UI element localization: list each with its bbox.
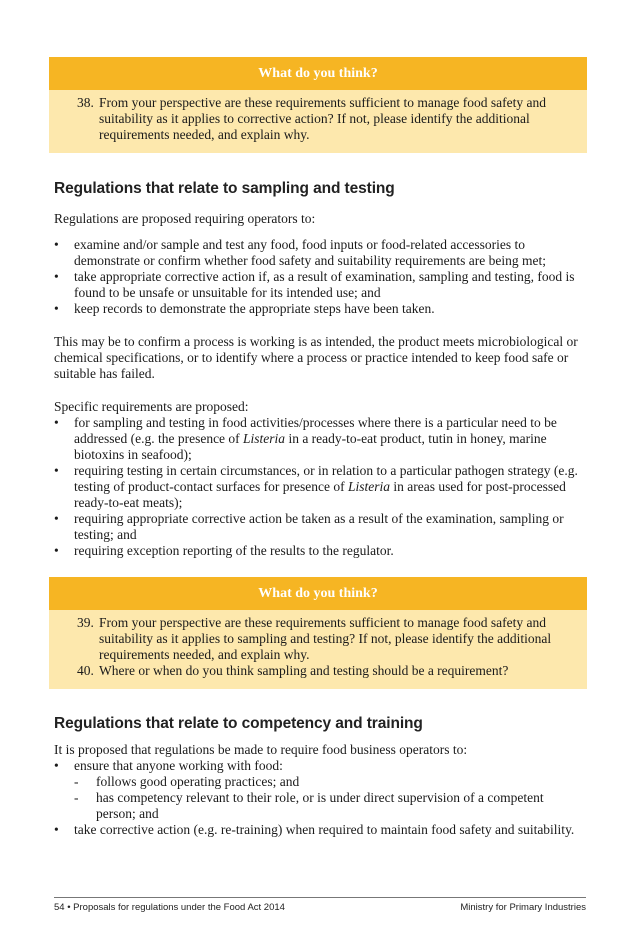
box-title: What do you think? [49,57,587,90]
intro-text: It is proposed that regulations be made to require food business operators to: [54,742,468,757]
question-text: From your perspective are these requirements sufficient to manage food safety and suitability as it applies to corrective action? If not, please identify the additional requirements needed, and explain why. [99,95,546,142]
question-number: 40. [77,663,94,678]
bullet-text: requiring exception reporting of the results to the regulator. [74,543,394,558]
bullet-icon: • [54,543,59,558]
box-title: What do you think? [49,577,587,610]
bullet-icon: • [54,301,59,316]
bullet-item [54,511,586,543]
intro-text: Regulations are proposed requiring operators to: [54,211,316,226]
bullet-item [54,758,586,774]
bullet-text: take appropriate corrective action if, as a result of examination, sampling and testing, food is found to be unsafe or unsuitable for its intended use; and [74,269,575,300]
footer-right: Ministry for Primary Industries [460,902,586,913]
footer-left: 54 • Proposals for regulations under the Food Act 2014 [54,902,285,913]
question-item [77,95,567,143]
bullet-text: for sampling and testing in food activities/processes where there is a particular need to be addressed (e.g. the presence of Listeria in a ready-to-eat product, tutin in honey, marine biotoxins in seafood); [74,415,557,462]
section-sampling-body [54,211,586,559]
bullet-item [54,301,586,317]
bullet-icon: • [54,463,59,478]
question-item [77,663,567,679]
bullet-text: ensure that anyone working with food: [74,758,283,773]
specific-intro: Specific requirements are proposed: [54,399,249,414]
bullet-icon: • [54,511,59,526]
bullet-icon: • [54,269,59,284]
box-body [49,90,587,153]
sub-item-text: follows good operating practices; and [96,774,300,789]
bullet-text: requiring testing in certain circumstances, or in relation to a particular pathogen strategy (e.g. testing of product-contact surfaces for presence of Listeria in areas used for post-processed ready-to-eat meats); [74,463,578,510]
bullet-item [54,822,586,838]
paragraph: This may be to confirm a process is working is as intended, the product meets microbiological or chemical specifications, or to identify where a process or practice intended to keep food safe or suitable has failed. [54,334,578,381]
bullet-item [54,269,586,301]
bullet-text: keep records to demonstrate the appropriate steps have been taken. [74,301,435,316]
box-body [49,610,587,689]
question-number: 38. [77,95,94,110]
bullet-text: examine and/or sample and test any food, food inputs or food-related accessories to demonstrate or confirm whether food safety and suitability requirements are being met; [74,237,546,268]
sub-item-text: has competency relevant to their role, or is under direct supervision of a competent person; and [96,790,544,821]
bullet-icon: • [54,758,59,773]
question-text: From your perspective are these requirements sufficient to manage food safety and suitability as it applies to sampling and testing? If not, please identify the additional requirements needed, and explain why. [99,615,552,662]
bullet-item [54,463,586,511]
question-box-2 [49,577,587,689]
question-number: 39. [77,615,94,630]
bullet-text: take corrective action (e.g. re-training) when required to maintain food safety and suitability. [74,822,575,837]
question-box-1 [49,57,587,153]
bullet-item [54,543,586,559]
question-item [77,615,567,663]
dash-icon: - [74,790,79,805]
dash-icon: - [74,774,79,789]
section-heading-sampling: Regulations that relate to sampling and testing [54,180,395,197]
section-heading-competency: Regulations that relate to competency and training [54,715,423,732]
bullet-item [54,237,586,269]
section-competency-body [54,742,586,838]
bullet-text: requiring appropriate corrective action be taken as a result of the examination, sampling or testing; and [74,511,564,542]
page-footer [54,897,586,913]
sub-item [54,790,586,822]
bullet-icon: • [54,237,59,252]
bullet-icon: • [54,415,59,430]
bullet-icon: • [54,822,59,837]
bullet-item [54,415,586,463]
question-text: Where or when do you think sampling and testing should be a requirement? [99,663,509,678]
sub-item [54,774,586,790]
